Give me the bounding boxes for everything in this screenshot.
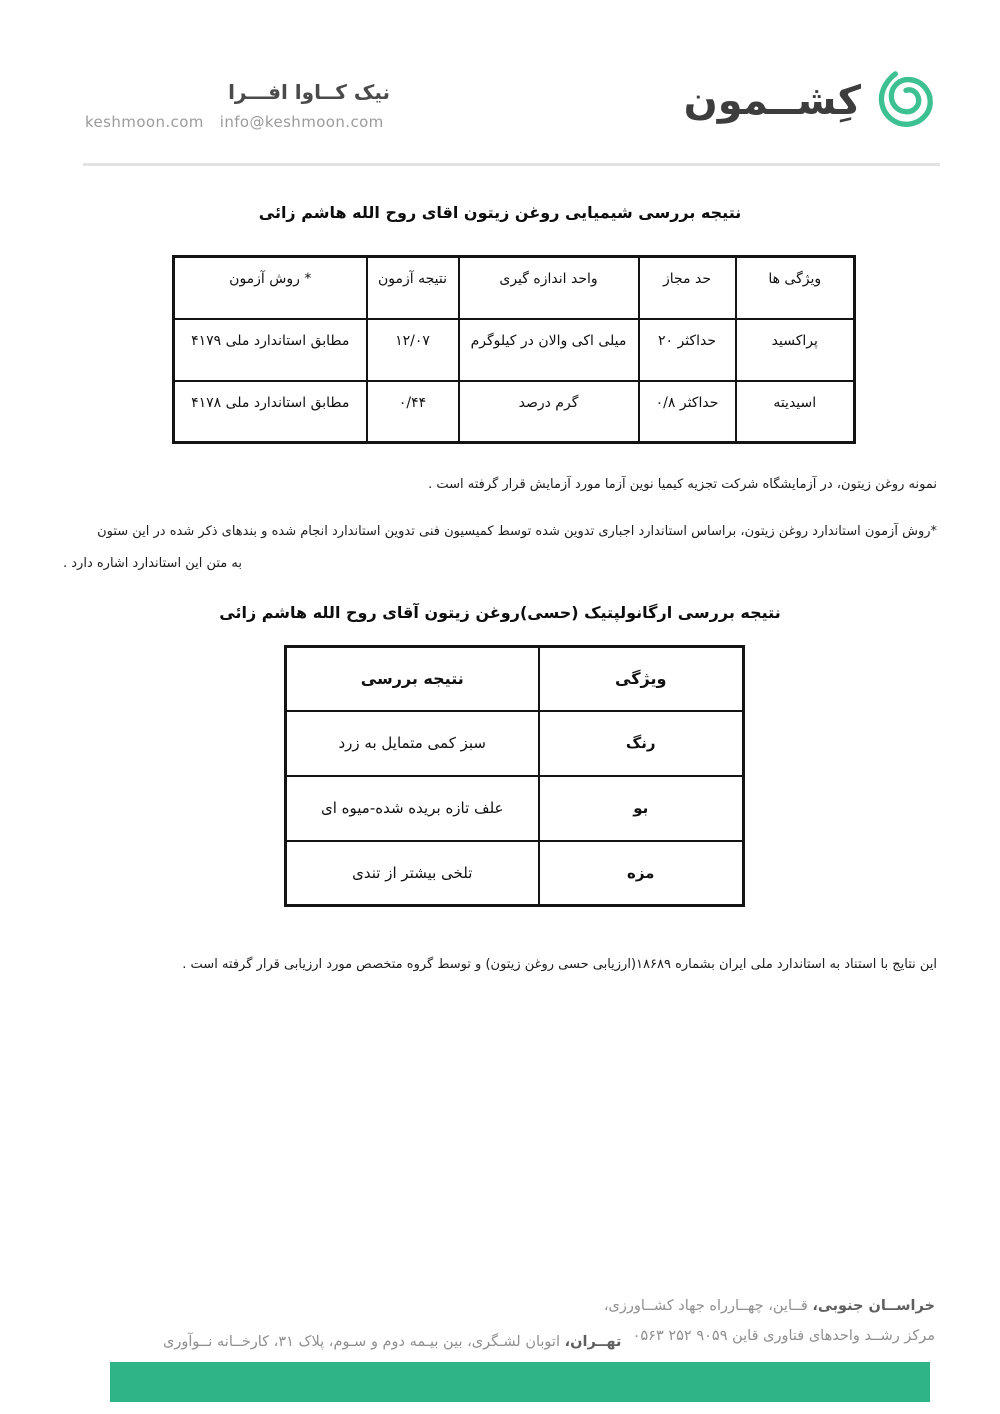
col-review-result: نتیجه بررسی: [286, 647, 539, 711]
cell-result: تلخی بیشتر از تندی: [286, 841, 539, 906]
table-row-peroxide: [174, 319, 855, 381]
cell-method: مطابق استاندارد ملی ۴۱۷۸: [174, 381, 367, 443]
cell-result: ۰/۴۴: [367, 381, 459, 443]
footer-address-line1: [604, 1291, 935, 1321]
brand-name: کِشــمون: [683, 78, 861, 124]
keshmoon-logo: [684, 70, 937, 132]
footer-address-line1-rest: قــاین، چهــارراه جهاد کشــاورزی،: [603, 1298, 813, 1314]
method-note-line1: *روش آزمون استاندارد روغن زیتون، براساس استاندارد اجباری تدوین شده توسط کمیسیون فنی تدوین استاندارد انجام شده و بندهای ذکر شده در این ستون: [97, 524, 937, 539]
cell-limit: حداکثر ۰/۸: [639, 381, 736, 443]
col-features: ویژگی ها: [736, 257, 855, 319]
chemical-title: نتیجه بررسی شیمیایی روغن زیتون اقای روح الله هاشم زائی: [258, 203, 742, 222]
table-row-color: [286, 711, 744, 776]
cell-result: ۱۲/۰۷: [367, 319, 459, 381]
cell-feature: اسیدیته: [736, 381, 855, 443]
footer-green-bar: [110, 1362, 930, 1402]
keshmoon-drop-icon: [875, 70, 937, 132]
cell-feature: بو: [539, 776, 744, 841]
table-row-acidity: [174, 381, 855, 443]
partner-contacts: [85, 113, 390, 131]
cell-unit: میلی اکی والان در کیلوگرم: [459, 319, 639, 381]
cell-method: مطابق استاندارد ملی ۴۱۷۹: [174, 319, 367, 381]
col-unit: واحد اندازه گیری: [459, 257, 639, 319]
partner-block: [85, 80, 390, 131]
organoleptic-title: نتیجه بررسی ارگانولپتیک (حسی)روغن زیتون آقای روح الله هاشم زائی: [219, 603, 781, 622]
col-limit: حد مجاز: [639, 257, 736, 319]
col-feature: ویژگی: [539, 647, 744, 711]
organoleptic-table: [284, 645, 745, 907]
organoleptic-header-row: [286, 647, 744, 711]
partner-name: نیک کــاوا افـــرا: [228, 80, 390, 104]
cell-limit: حداکثر ۲۰: [639, 319, 736, 381]
col-method: * روش آزمون: [174, 257, 367, 319]
chemical-table: [172, 255, 856, 444]
cell-feature: رنگ: [539, 711, 744, 776]
cell-result: علف تازه بریده شده-میوه ای: [286, 776, 539, 841]
footer-address-line2: مرکز رشــد واحدهای فناوری قاین ۹۰۵۹ ۲۵۲ ۰۵۶۳: [632, 1328, 935, 1344]
header-divider: [83, 163, 940, 166]
cell-result: سبز کمی متمایل به زرد: [286, 711, 539, 776]
cell-unit: گرم درصد: [459, 381, 639, 443]
footer-city-bold: خراســان جنوبی،: [812, 1298, 935, 1314]
footer-address-tehran: [163, 1334, 621, 1350]
table-row-taste: [286, 841, 744, 906]
footer-address-khorasan: [604, 1291, 935, 1351]
sample-note: نمونه روغن زیتون، در آزمایشگاه شرکت تجزیه کیمیا نوین آزما مورد آزمایش قرار گرفته است .: [428, 477, 937, 492]
cell-feature: پراکسید: [736, 319, 855, 381]
website-text: keshmoon.com: [85, 113, 204, 131]
col-result: نتیجه آزمون: [367, 257, 459, 319]
email-text: info@keshmoon.com: [219, 113, 384, 131]
cell-feature: مزه: [539, 841, 744, 906]
chemical-header-row: [174, 257, 855, 319]
footer-address-tehran-rest: اتوبان لشـگری، بین بیـمه دوم و سـوم، پلاک ۳۱، کارخــانه نــوآوری: [163, 1334, 565, 1350]
table-row-smell: [286, 776, 744, 841]
method-note-line2: به متن این استاندارد اشاره دارد .: [63, 556, 242, 571]
conclusion-note: این نتایج با استناد به استاندارد ملی ایران بشماره ۱۸۶۸۹(ارزیابی حسی روغن زیتون) و توسط گروه متخصص مورد ارزیابی قرار گرفته است .: [182, 957, 937, 972]
footer-city-bold: تهــران،: [564, 1334, 622, 1350]
